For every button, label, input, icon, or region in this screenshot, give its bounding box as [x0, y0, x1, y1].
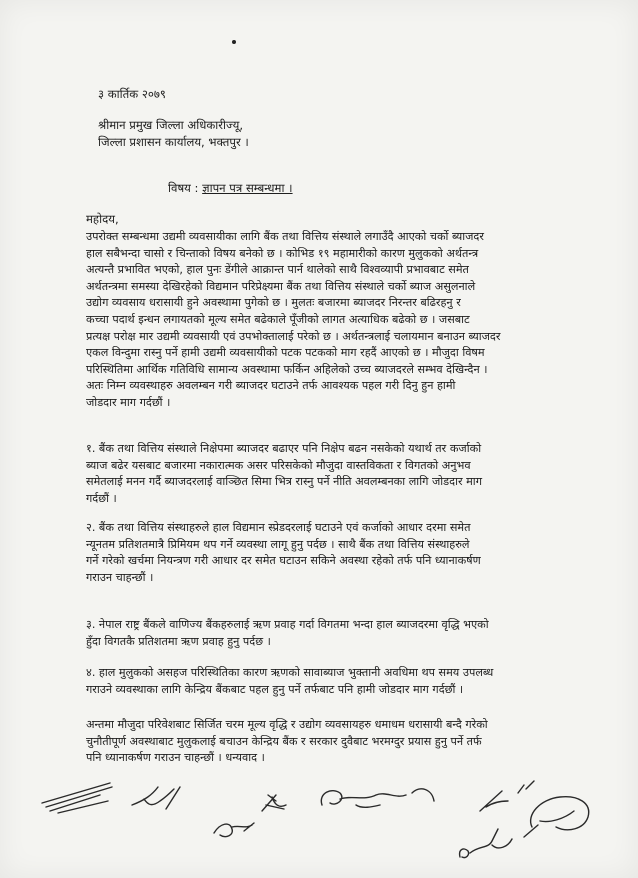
body-paragraph-intro	[86, 229, 616, 412]
paragraph-line: ब्याज बढेर यसबाट बजारमा नकारात्मक असर परिसकेको मौजुदा वास्तविकता र विगतको अनुभव	[86, 458, 471, 472]
subject-text: ज्ञापन पत्र सम्बन्धमा ।	[202, 181, 293, 195]
signature-3	[214, 823, 254, 837]
paragraph-line: ३. नेपाल राष्ट्र बैंकले वाणिज्य बैंकहरुलाई ऋण प्रवाह गर्दा विगतमा भन्दा हाल ब्याजदरमा वृद्धि भएको	[86, 618, 489, 631]
paragraph-line: पनि ध्यानाकर्षण गराउन चाहन्छौं । धन्यवाद ।	[86, 751, 265, 765]
signature-6	[480, 781, 534, 811]
paragraph-line: उपरोक्त सम्बन्धमा उद्यमी व्यवसायीका लागि बैंक तथा वित्तिय संस्थाले लगाउँदै आएको चर्को ब्याजदर	[86, 230, 484, 243]
signature-7	[460, 829, 512, 858]
paragraph-line: हुँदा विगतकै प्रतिशतमा ऋण प्रवाह हुनु पर्दछ ।	[86, 634, 271, 648]
body-paragraph-point-4	[86, 665, 616, 698]
body-paragraph-point-2	[86, 520, 616, 586]
paragraph-line: गर्ने गरेको खर्चमा नियन्त्रण गरी आधार दर समेत घटाउन सकिने अवस्था रहेको तर्फ पनि ध्यानाकर्षण	[86, 554, 481, 568]
paragraph-line: परिस्थितिमा आर्थिक गतिविधि सामान्य अवस्थामा फर्किन अहिलेको उच्च ब्याजदरले सम्भव देखिन्दैन ।	[86, 362, 488, 376]
paragraph-line: अत्यन्तै प्रभावित भएको, हाल पुनः डेंगीले आक्रान्त पार्न थालेको साथै विश्वव्यापी प्रभावबाट समेत	[86, 263, 469, 277]
paragraph-line: अतः निम्न व्यवस्थाहरु अवलम्बन गरी ब्याजदर घटाउने तर्फ आवश्यक पहल गरी दिनु हुन हामी	[86, 379, 456, 393]
salutation: महोदय,	[86, 212, 119, 226]
paragraph-line: १. बैंक तथा वित्तिय संस्थाले निक्षेपमा ब्याजदर बढाएर पनि निक्षेप बढन नसकेको यथार्थ तर कर्जाको	[86, 442, 482, 455]
paragraph-line: अन्तमा मौजुदा परिवेशबाट सिर्जित चरम मूल्य वृद्धि र उद्योग व्यवसायहरु धमाधम धरासायी बन्दै गरेको	[86, 718, 488, 731]
subject-line	[168, 180, 293, 197]
body-paragraph-point-1	[86, 441, 616, 507]
paragraph-line: गराउन चाहन्छौं ।	[86, 570, 154, 584]
letter-date: ३ कार्तिक २०७९	[98, 87, 166, 101]
recipient-line-1: श्रीमान प्रमुख जिल्ला अधिकारीज्यू,	[98, 118, 244, 132]
paragraph-line: कच्चा पदार्थ इन्धन लगायतको मूल्य समेत बढेकाले पूँजीको लागत अत्याधिक बढेको छ । जसबाट	[86, 312, 470, 326]
signature-5	[321, 789, 434, 807]
paragraph-line: प्रत्यक्ष परोक्ष मार उद्यमी व्यवसायी एवं उपभोक्तालाई परेको छ । अर्थतन्त्रलाई चलायमान बनाउन ब्याजदर	[86, 329, 501, 343]
paragraph-line: न्यूनतम प्रतिशतमात्रै प्रिमियम थप गर्ने व्यवस्था लागू हुनु पर्दछ । साथै बैंक तथा वित्तिय संस्थाहरुले	[86, 537, 470, 551]
paragraph-line: एकल विन्दुमा रास्नु पर्ने हामी उद्यमी व्यवसायीको पटक पटकको माग रहदैं आएको छ । मौजुदा विषम	[86, 346, 485, 360]
paragraph-line: समेतलाई मनन गर्दै ब्याजदरलाई वाञ्छित सिमा भित्र रास्नु पर्ने नीति अवलम्बनका लागि जोडदार माग	[86, 475, 482, 489]
subject-label: विषय :	[168, 181, 199, 195]
paragraph-line: चुनौतीपूर्ण अवस्थाबाट मुलुकलाई बचाउन केन्द्रिय बैंक र सरकार दुवैबाट भरमग्दुर प्रयास हुनु पर्ने तर्फ	[86, 734, 482, 748]
paragraph-line: उद्योग व्यवसाय धरासायी हुने अवस्थामा पुगेको छ । मुलतः बजारमा ब्याजदर निरन्तर बढिरहनु र	[86, 296, 461, 310]
paragraph-line: २. बैंक तथा वित्तिय संस्थाहरुले हाल विद्यमान स्प्रेडदरलाई घटाउने एवं कर्जाको आधार दरमा समेत	[86, 521, 471, 534]
signature-2	[132, 787, 180, 809]
paragraph-line: गर्दछौं ।	[86, 491, 117, 505]
paragraph-line: ४. हाल मुलुकको असहज परिस्थितिका कारण ऋणको सावाब्याज भुक्तानी अवधिमा थप समय उपलब्ध	[86, 666, 494, 679]
paragraph-line: गराउने व्यवस्थाका लागि केन्द्रिय बैंकबाट पहल हुनु पर्ने तर्फबाट पनि हामी जोडदार माग गर्दछौं ।	[86, 682, 464, 696]
paragraph-line: हाल सबैभन्दा चासो र चिन्ताको विषय बनेको छ । कोभिड १९ महामारीको कारण मुलुकको अर्थतन्त्र	[86, 246, 479, 260]
signature-1	[42, 783, 112, 813]
paragraph-line: अर्थतन्त्रमा समस्या देखिरहेको विद्यमान परिप्रेक्ष्यमा बैंक तथा वित्तिय संस्थाले चर्को ब्याज असुलनाले	[86, 279, 476, 293]
body-paragraph-closing	[86, 717, 616, 767]
paragraph-line: जोडदार माग गर्दछौं ।	[86, 395, 171, 409]
ink-dot	[232, 40, 236, 44]
signature-8	[524, 797, 589, 837]
body-paragraph-point-3	[86, 617, 616, 650]
recipient-line-2: जिल्ला प्रशासन कार्यालय, भक्तपुर ।	[98, 135, 249, 149]
signatures-block	[40, 765, 600, 870]
signature-4	[262, 795, 286, 811]
